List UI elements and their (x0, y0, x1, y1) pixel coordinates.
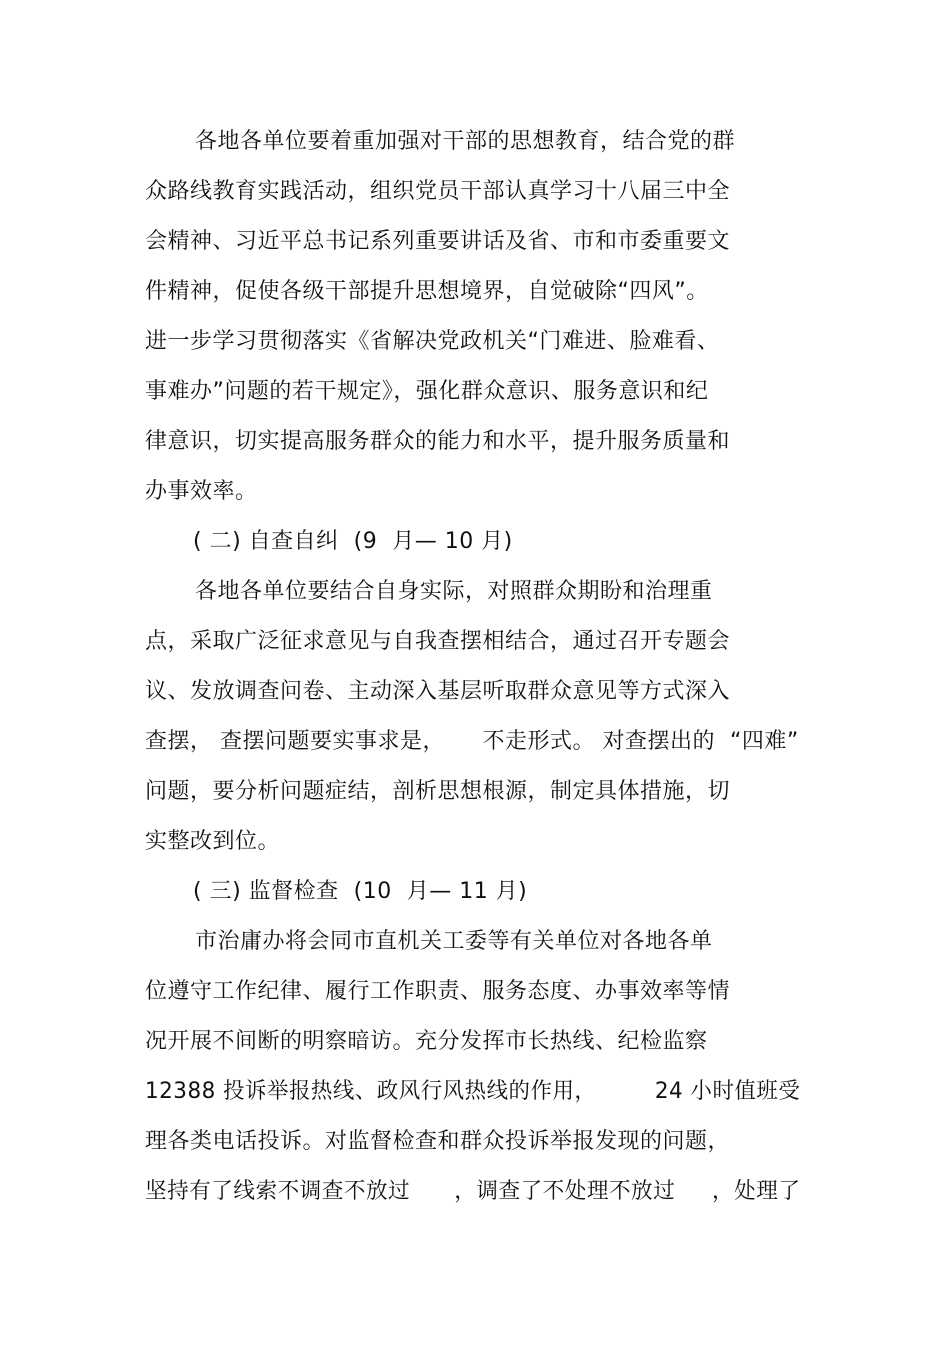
section-heading: ( 二) 自查自纠 (9 月— 10 月) (193, 529, 513, 554)
text-line: 点，采取广泛征求意见与自我查摆相结合，通过召开专题会 (145, 629, 731, 654)
text-line: 市治庸办将会同市直机关工委等有关单位对各地各单 (195, 929, 713, 954)
text-line: 问题，要分析问题症结，剖析思想根源，制定具体措施，切 (145, 779, 731, 804)
text-line: 实整改到位。 (145, 829, 281, 854)
text-line: 位遵守工作纪律、履行工作职责、服务态度、办事效率等情 (145, 979, 731, 1004)
text-line: 事难办”问题的若干规定》，强化群众意识、服务意识和纪 (145, 379, 709, 404)
text-line: 各地各单位要着重加强对干部的思想教育，结合党的群 (195, 129, 736, 154)
text-line: 进一步学习贯彻落实《省解决党政机关“门难进、脸难看、 (145, 329, 720, 354)
text-line: 件精神，促使各级干部提升思想境界，自觉破除“四风”。 (145, 279, 709, 304)
text-line: 议、发放调查问卷、主动深入基层听取群众意见等方式深入 (145, 679, 731, 704)
text-line: 12388 投诉举报热线、政风行风热线的作用， 24 小时值班受 (145, 1079, 801, 1104)
text-line: 况开展不间断的明察暗访。充分发挥市长热线、纪检监察 (145, 1029, 708, 1054)
text-line: 众路线教育实践活动，组织党员干部认真学习十八届三中全 (145, 179, 731, 204)
text-line: 坚持有了线索不调查不放过 ，调查了不处理不放过 ，处理了 (145, 1179, 801, 1204)
text-line: 理各类电话投诉。对监督检查和群众投诉举报发现的问题， (145, 1129, 731, 1154)
text-line: 办事效率。 (145, 479, 258, 504)
section-heading: ( 三) 监督检查 (10 月— 11 月) (193, 879, 528, 904)
text-line: 查摆， 查摆问题要实事求是， 不走形式。 对查摆出的 “四难” (145, 729, 799, 754)
text-line: 会精神、习近平总书记系列重要讲话及省、市和市委重要文 (145, 229, 731, 254)
text-line: 律意识，切实提高服务群众的能力和水平，提升服务质量和 (145, 429, 731, 454)
text-line: 各地各单位要结合自身实际，对照群众期盼和治理重 (195, 579, 713, 604)
